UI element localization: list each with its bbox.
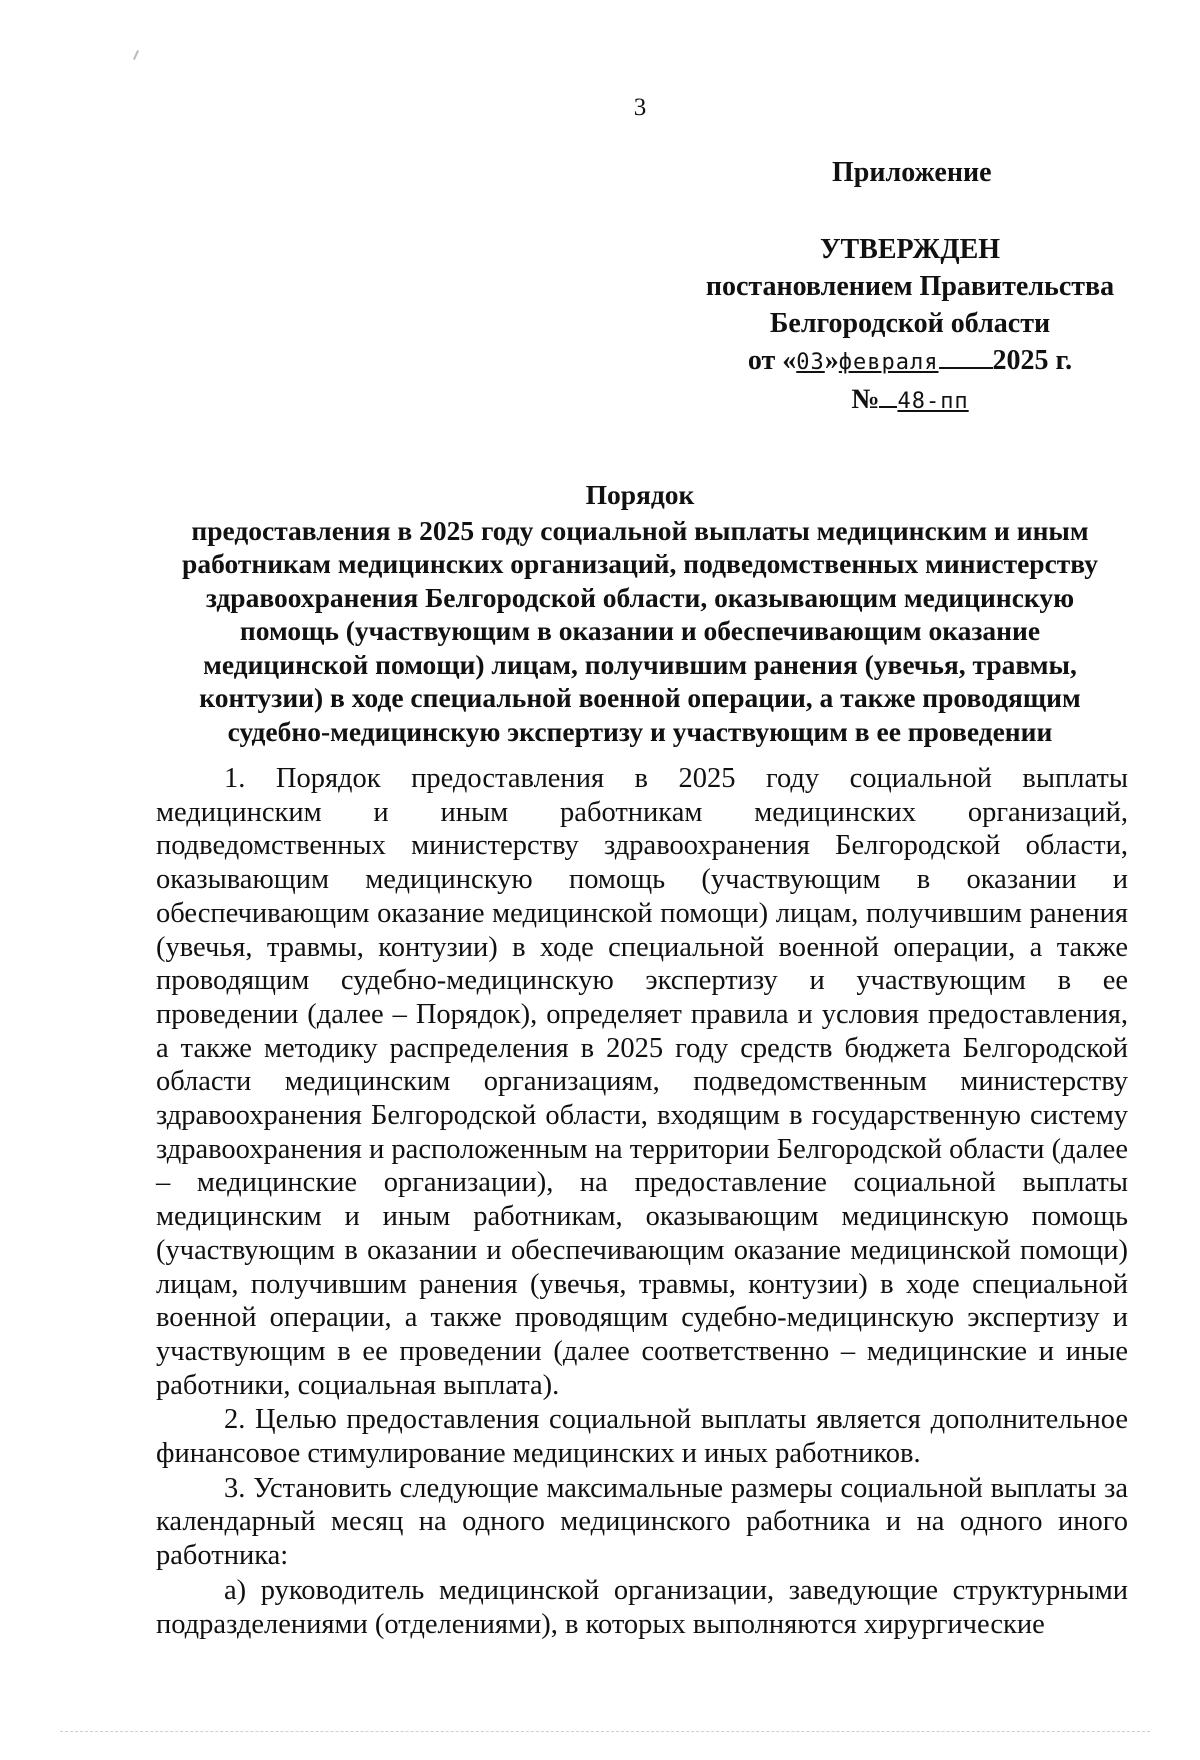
scan-mark <box>133 50 139 60</box>
approved-heading: УТВЕРЖДЕН <box>819 234 1001 265</box>
approval-line-1: постановлением Правительства <box>705 271 1115 302</box>
date-blank <box>939 343 993 369</box>
title-line: предоставления в 2025 году социальной выплаты медицинским и иным <box>191 514 1089 546</box>
date-month: февраля <box>838 350 939 375</box>
title-line: судебно-медицинскую экспертизу и участвующим в ее проведении <box>227 715 1053 747</box>
page-number: 3 <box>633 94 647 121</box>
number-blank <box>879 382 897 408</box>
date-year: 2025 г. <box>992 345 1073 376</box>
approval-date <box>690 342 1130 381</box>
document-body <box>156 762 1128 1641</box>
paragraph-2: 2. Целью предоставления социальной выплаты является дополнительное финансовое стимулирование медицинских и иных работников. <box>156 1404 1128 1470</box>
date-prefix: от « <box>747 345 797 376</box>
number-prefix: № <box>851 384 880 415</box>
document-title <box>150 478 1130 748</box>
paragraph-3a: а) руководитель медицинской организации, заведующие структурными подразделениями (отделениями), в которых выполняются хирургические <box>156 1574 1128 1640</box>
paragraph-1: 1. Порядок предоставления в 2025 году социальной выплаты медицинским и иным работникам медицинских организаций, подведомственных министерству здравоохранения Белгородской области, оказывающим медицинскую помощь (участвующим в оказании и обеспечивающим оказание медицинской помощи) лицам, получившим ранения (увечья, травмы, контузии) в ходе специальной военной операции, а также проводящим судебно-медицинскую экспертизу и участвующим в ее проведении (далее – Порядок), определяет правила и условия предоставления, а также методику распределения в 2025 году средств бюджета Белгородской области медицинским организациям, подведомственным министерству здравоохранения Белгородской области, входящим в государственную систему здравоохранения и расположенным на территории Белгородской области (далее – медицинские организации), на предоставление социальной выплаты медицинским и иным работникам, оказывающим медицинскую помощь (участвующим в оказании и обеспечивающим оказание медицинской помощи) лицам, получившим ранения (увечья, травмы, контузии) в ходе специальной военной операции, а также проводящим судебно-медицинскую экспертизу и участвующим в ее проведении (далее соответственно – медицинские и иные работники, социальная выплата). <box>156 763 1128 1401</box>
title-line: медицинской помощи) лицам, получившим ранения (увечья, травмы, <box>203 648 1077 680</box>
approval-line-2: Белгородской области <box>769 308 1051 339</box>
number-value: 48-пп <box>897 389 969 414</box>
approval-number <box>690 381 1130 420</box>
title-line: здравоохранения Белгородской области, оказывающим медицинскую <box>205 581 1075 613</box>
title-line: контузии) в ходе специальной военной операции, а также проводящим <box>199 682 1081 713</box>
title-line: помощь (участвующим в оказании и обеспечивающим оказание <box>239 615 1041 646</box>
title-word: Порядок <box>585 479 695 510</box>
title-line: работникам медицинских организаций, подведомственных министерству <box>182 548 1098 579</box>
date-mid: » <box>824 345 839 376</box>
annex-label: Приложение <box>832 157 992 188</box>
approval-stamp <box>690 231 1130 420</box>
paragraph-3: 3. Установить следующие максимальные размеры социальной выплаты за календарный месяц на одного медицинского работника и на одного иного работника: <box>156 1472 1128 1572</box>
date-day: 03 <box>796 350 825 375</box>
approval-block <box>690 154 1130 420</box>
scan-edge-line <box>60 1731 1150 1732</box>
